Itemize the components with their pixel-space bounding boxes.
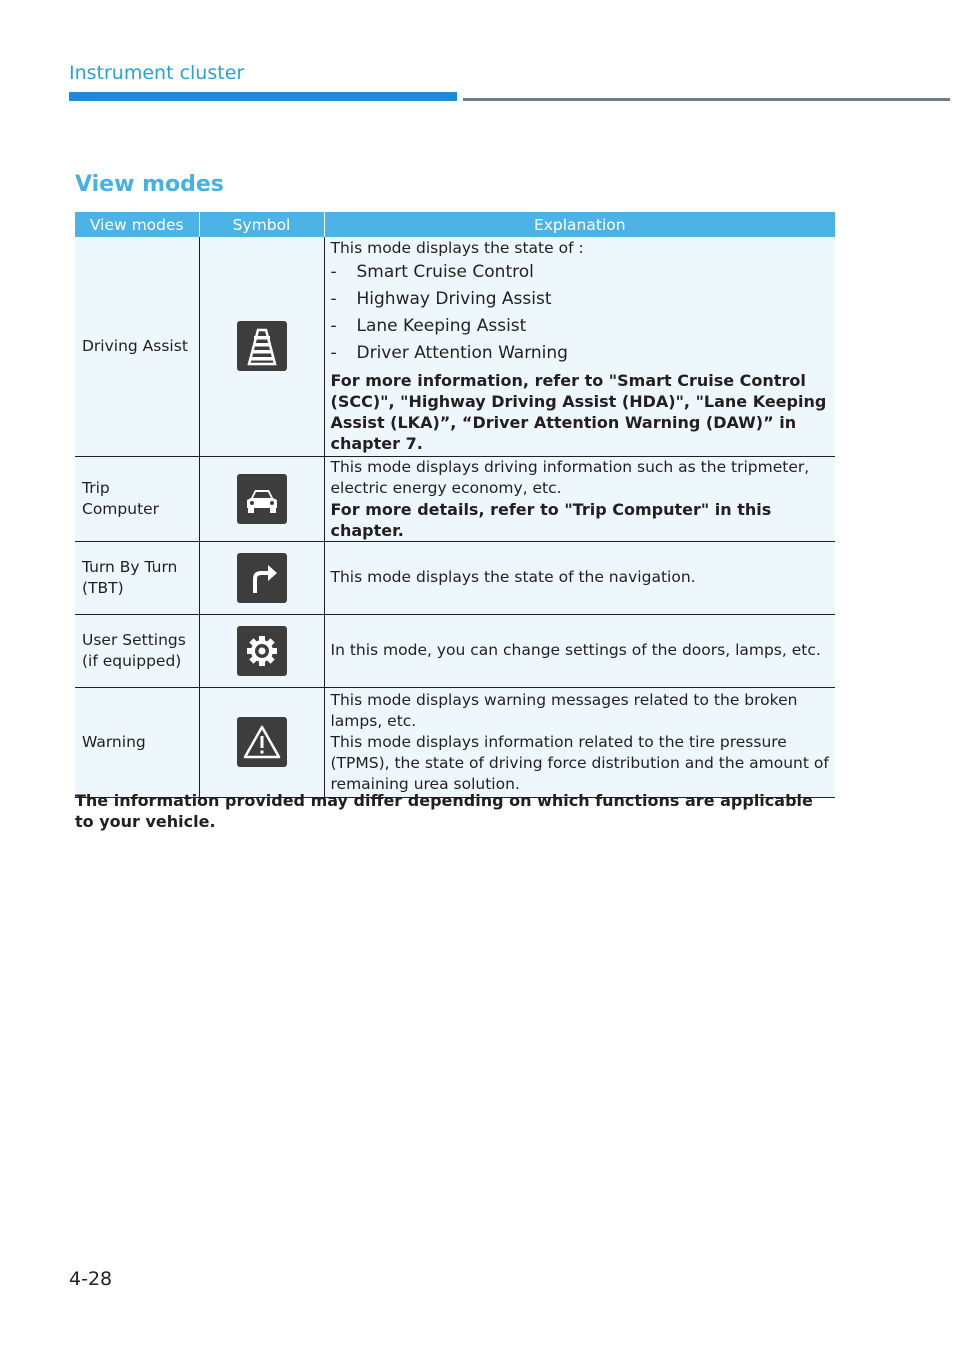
header-accent-bar	[69, 92, 457, 101]
list-item: - Smart Cruise Control	[330, 262, 534, 283]
mode-cell: Trip Computer	[75, 456, 199, 541]
symbol-cell	[199, 614, 324, 687]
table-row	[75, 456, 835, 541]
lane-road-icon	[237, 321, 287, 371]
reference-note: For more information, refer to "Smart Cruise Control (SCC)", "Highway Driving Assist (HDA)", "Lane Keeping Assist (LKA)”, “Driver Attention Warning (DAW)” in chapter 7.	[330, 371, 827, 454]
explanation-text: This mode displays driving information such as the tripmeter, electric energy economy, etc.	[330, 457, 810, 497]
header-rule	[463, 98, 950, 101]
explanation-cell	[324, 237, 835, 456]
column-header-symbol: Symbol	[199, 212, 324, 237]
list-item: - Driver Attention Warning	[330, 343, 568, 364]
page-number: 4-28	[69, 1268, 113, 1290]
table-row	[75, 541, 835, 614]
gear-icon	[237, 626, 287, 676]
explanation-cell: In this mode, you can change settings of the doors, lamps, etc.	[324, 614, 835, 687]
mode-cell: User Settings (if equipped)	[75, 614, 199, 687]
table-row	[75, 614, 835, 687]
explanation-intro: This mode displays the state of :	[330, 239, 584, 258]
column-header-view-modes: View modes	[75, 212, 199, 237]
applicability-note: The information provided may differ depending on which functions are applicable to your vehicle.	[75, 791, 813, 831]
symbol-cell	[199, 687, 324, 797]
list-item: - Lane Keeping Assist	[330, 316, 527, 337]
reference-note: For more details, refer to "Trip Computer" in this chapter.	[330, 499, 772, 540]
mode-cell: Warning	[75, 687, 199, 797]
mode-cell: Turn By Turn (TBT)	[75, 541, 199, 614]
table-header-row	[75, 212, 835, 237]
symbol-cell	[199, 237, 324, 456]
explanation-cell	[324, 456, 835, 541]
explanation-text: This mode displays warning messages related to the broken lamps, etc.	[330, 690, 798, 730]
explanation-cell: This mode displays the state of the navigation.	[324, 541, 835, 614]
turn-right-arrow-icon	[237, 553, 287, 603]
mode-cell: Driving Assist	[75, 237, 199, 456]
symbol-cell	[199, 541, 324, 614]
column-header-explanation: Explanation	[324, 212, 835, 237]
symbol-cell	[199, 456, 324, 541]
explanation-cell	[324, 687, 835, 797]
section-title: View modes	[75, 172, 224, 197]
table-row	[75, 687, 835, 797]
table-row	[75, 237, 835, 456]
function-list	[331, 259, 830, 367]
explanation-text: This mode displays information related to the tire pressure (TPMS), the state of driving force distribution and the amount of remaining urea solution.	[330, 732, 829, 793]
view-modes-table	[75, 212, 835, 798]
car-icon	[237, 474, 287, 524]
page-header-title: Instrument cluster	[69, 62, 245, 84]
warning-triangle-icon	[237, 717, 287, 767]
list-item: - Highway Driving Assist	[330, 289, 552, 310]
